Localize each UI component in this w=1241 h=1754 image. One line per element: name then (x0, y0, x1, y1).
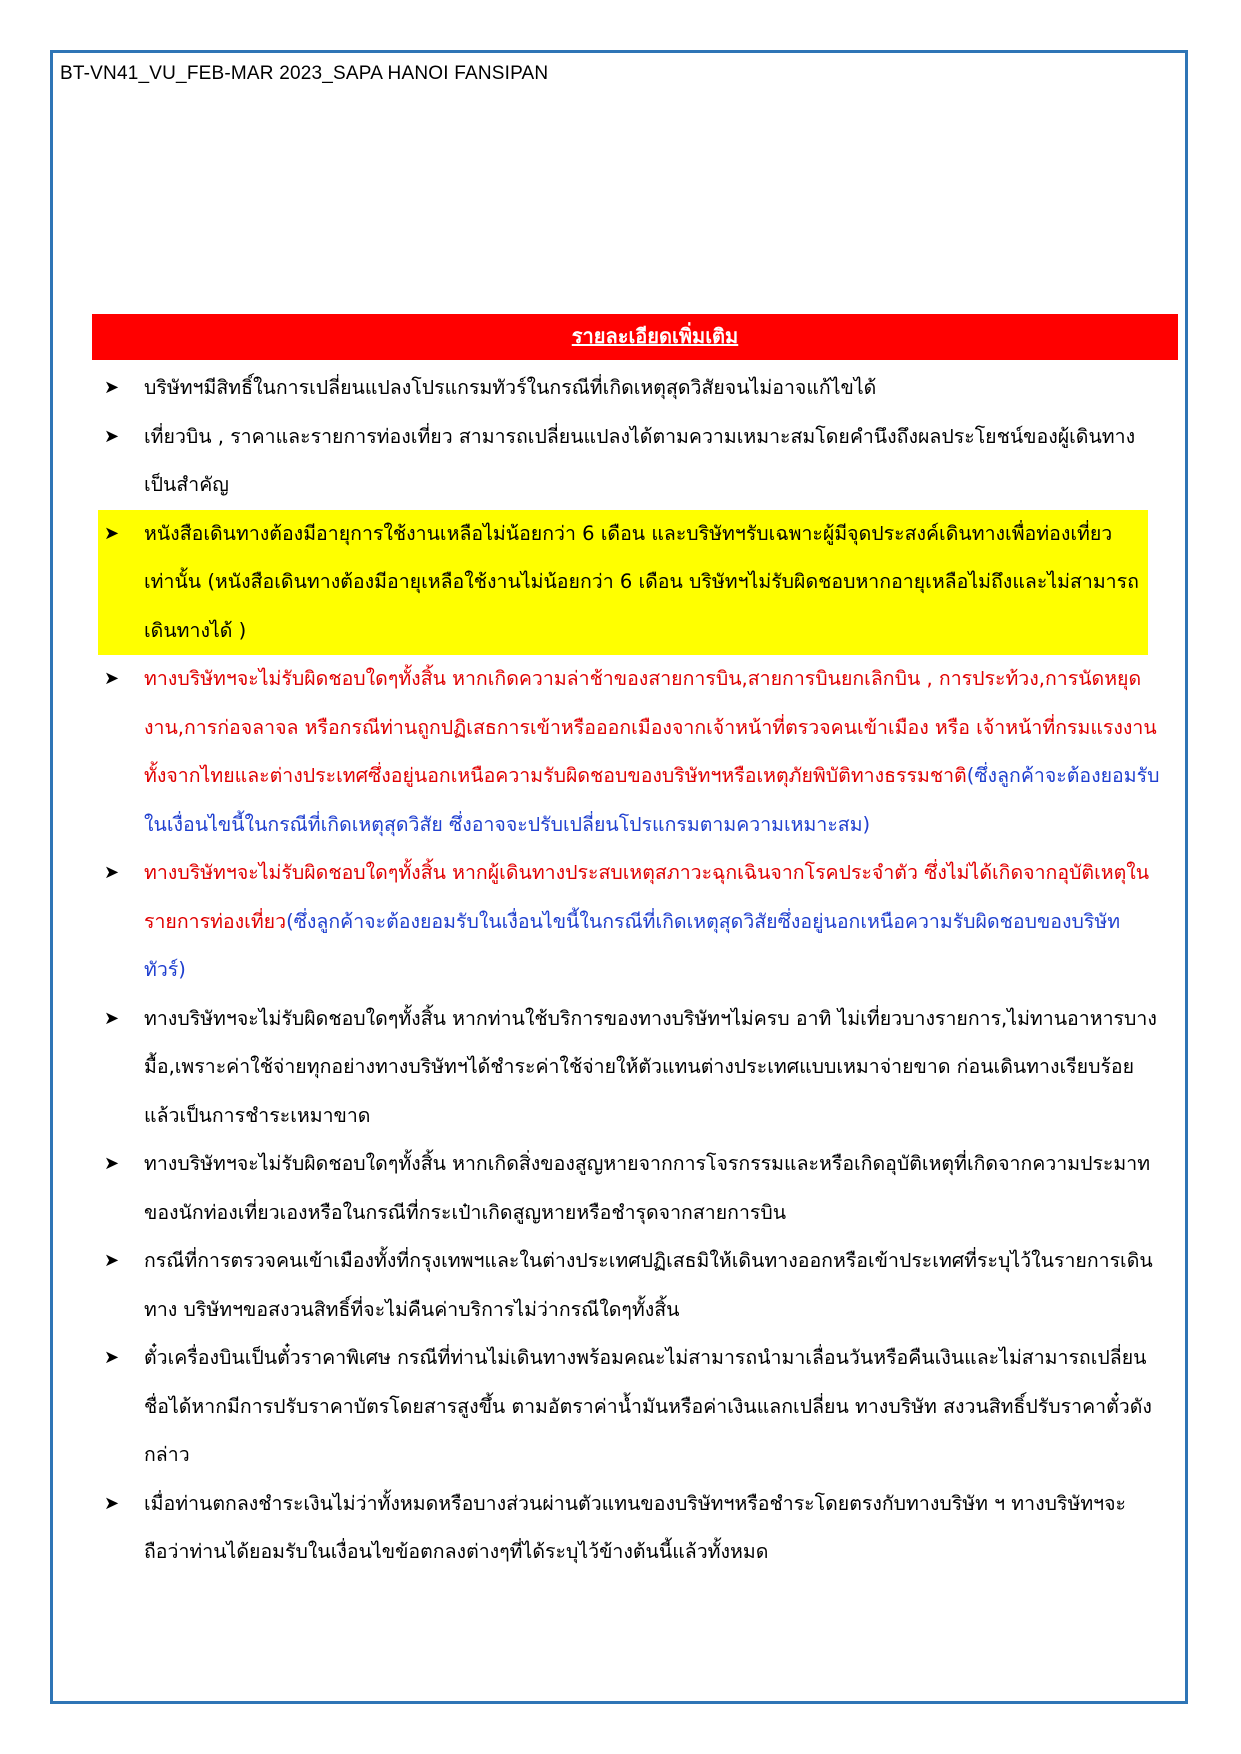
item-text-red: ทางบริษัทฯจะไม่รับผิดชอบใดๆทั้งสิ้น หากผู้เดินทางประสบเหตุสภาวะฉุกเฉินจากโรคประจำตัว ซึ่งไม่ได้เกิดจากอุบัติเหตุในรายการท่องเที่ยว (144, 861, 1150, 933)
list-item (100, 1140, 1160, 1237)
list-item (100, 655, 1160, 849)
arrow-bullet-icon: ➤ (104, 862, 120, 883)
item-text-red: ทางบริษัทฯจะไม่รับผิดชอบใดๆทั้งสิ้น หากเกิดความล่าช้าของสายการบิน,สายการบินยกเลิกบิน , การประท้วง,การนัดหยุดงาน,การก่อจลาจล หรือกรณีท่านถูกปฏิเสธการเข้าหรือออกเมืองจากเจ้าหน้าที่ตรวจคนเข้าเมือง หรือ เจ้าหน้าที่กรมแรงงานทั้งจากไทยและต่างประเทศซึ่งอยู่นอกเหนือความรับผิดชอบของบริษัทฯหรือเหตุภัยพิบัติทางธรรมชาติ (144, 667, 1157, 787)
arrow-bullet-icon: ➤ (104, 522, 120, 544)
item-text-blue: (ซึ่งลูกค้าจะต้องยอมรับในเงื่อนไขนี้ในกรณีที่เกิดเหตุสุดวิสัย ซึ่งอาจจะปรับเปลี่ยนโปรแกรมตามความเหมาะสม) (144, 764, 1160, 836)
item-text-blue: (ซึ่งลูกค้าจะต้องยอมรับในเงื่อนไขนี้ในกรณีที่เกิดเหตุสุดวิสัยซึ่งอยู่นอกเหนือความรับผิดชอบของบริษัททัวร์) (144, 909, 1121, 981)
section-title: รายละเอียดเพิ่มเติม (571, 324, 739, 348)
arrow-bullet-icon: ➤ (104, 668, 120, 689)
conditions-list (100, 364, 1160, 1577)
document-code: BT-VN41_VU_FEB-MAR 2023_SAPA HANOI FANSIPAN (60, 63, 549, 84)
arrow-bullet-icon: ➤ (104, 1250, 120, 1271)
item-text: ทางบริษัทฯจะไม่รับผิดชอบใดๆทั้งสิ้น หากท่านใช้บริการของทางบริษัทฯไม่ครบ อาทิ ไม่เที่ยวบางรายการ,ไม่ทานอาหารบางมื้อ,เพราะค่าใช้จ่ายทุกอย่างทางบริษัทฯได้ชำระค่าใช้จ่ายให้ตัวแทนต่างประเทศแบบเหมาจ่ายขาด ก่อนเดินทางเรียบร้อยแล้วเป็นการชำระเหมาขาด (144, 1006, 1157, 1127)
item-text: เที่ยวบิน , ราคาและรายการท่องเที่ยว สามารถเปลี่ยนแปลงได้ตามความเหมาะสมโดยคำนึงถึงผลประโยชน์ของผู้เดินทางเป็นสำคัญ (144, 424, 1136, 496)
item-text: ตั๋วเครื่องบินเป็นตั๋วราคาพิเศษ กรณีที่ท่านไม่เดินทางพร้อมคณะไม่สามารถนำมาเลื่อนวันหรือคืนเงินและไม่สามารถเปลี่ยนชื่อได้หากมีการปรับราคาบัตรโดยสารสูงขึ้น ตามอัตราค่าน้ำมันหรือค่าเงินแลกเปลี่ยน ทางบริษัท สงวนสิทธิ์ปรับราคาตั๋วดังกล่าว (144, 1346, 1152, 1466)
arrow-bullet-icon: ➤ (104, 1153, 120, 1174)
list-item (100, 995, 1160, 1141)
item-text: หนังสือเดินทางต้องมีอายุการใช้งานเหลือไม่น้อยกว่า 6 เดือน และบริษัทฯรับเฉพาะผู้มีจุดประสงค์เดินทางเพื่อท่องเที่ยวเท่านั้น (หนังสือเดินทางต้องมีอายุเหลือใช้งานไม่น้อยกว่า 6 เดือน บริษัทฯไม่รับผิดชอบหากอายุเหลือไม่ถึงและไม่สามารถเดินทางได้ ) (144, 521, 1139, 642)
list-item (100, 364, 1160, 413)
arrow-bullet-icon: ➤ (104, 1347, 120, 1368)
list-item (100, 849, 1160, 995)
arrow-bullet-icon: ➤ (104, 377, 120, 398)
item-text: ทางบริษัทฯจะไม่รับผิดชอบใดๆทั้งสิ้น หากเกิดสิ่งของสูญหายจากการโจรกรรมและหรือเกิดอุบัติเหตุที่เกิดจากความประมาทของนักท่องเที่ยวเองหรือในกรณีที่กระเป๋าเกิดสูญหายหรือชำรุดจากสายการบิน (144, 1152, 1151, 1224)
item-text: กรณีที่การตรวจคนเข้าเมืองทั้งที่กรุงเทพฯและในต่างประเทศปฏิเสธมิให้เดินทางออกหรือเข้าประเทศที่ระบุไว้ในรายการเดินทาง บริษัทฯขอสงวนสิทธิ์ที่จะไม่คืนค่าบริการไม่ว่ากรณีใดๆทั้งสิ้น (144, 1249, 1153, 1321)
arrow-bullet-icon: ➤ (104, 425, 120, 447)
item-text: บริษัทฯมีสิทธิ์ในการเปลี่ยนแปลงโปรแกรมทัวร์ในกรณีที่เกิดเหตุสุดวิสัยจนไม่อาจแก้ไขได้ (144, 376, 877, 399)
list-item (100, 1480, 1160, 1577)
list-item-highlighted (98, 510, 1148, 656)
section-header (92, 314, 1178, 360)
arrow-bullet-icon: ➤ (104, 1492, 120, 1514)
list-item (100, 1334, 1160, 1480)
item-text: เมื่อท่านตกลงชำระเงินไม่ว่าทั้งหมดหรือบางส่วนผ่านตัวแทนของบริษัทฯหรือชำระโดยตรงกับทางบริษัท ฯ ทางบริษัทฯจะถือว่าท่านได้ยอมรับในเงื่อนไขข้อตกลงต่างๆที่ได้ระบุไว้ข้างต้นนี้แล้วทั้งหมด (144, 1491, 1127, 1563)
arrow-bullet-icon: ➤ (104, 1007, 120, 1029)
list-item (100, 1237, 1160, 1334)
list-item (100, 413, 1160, 510)
